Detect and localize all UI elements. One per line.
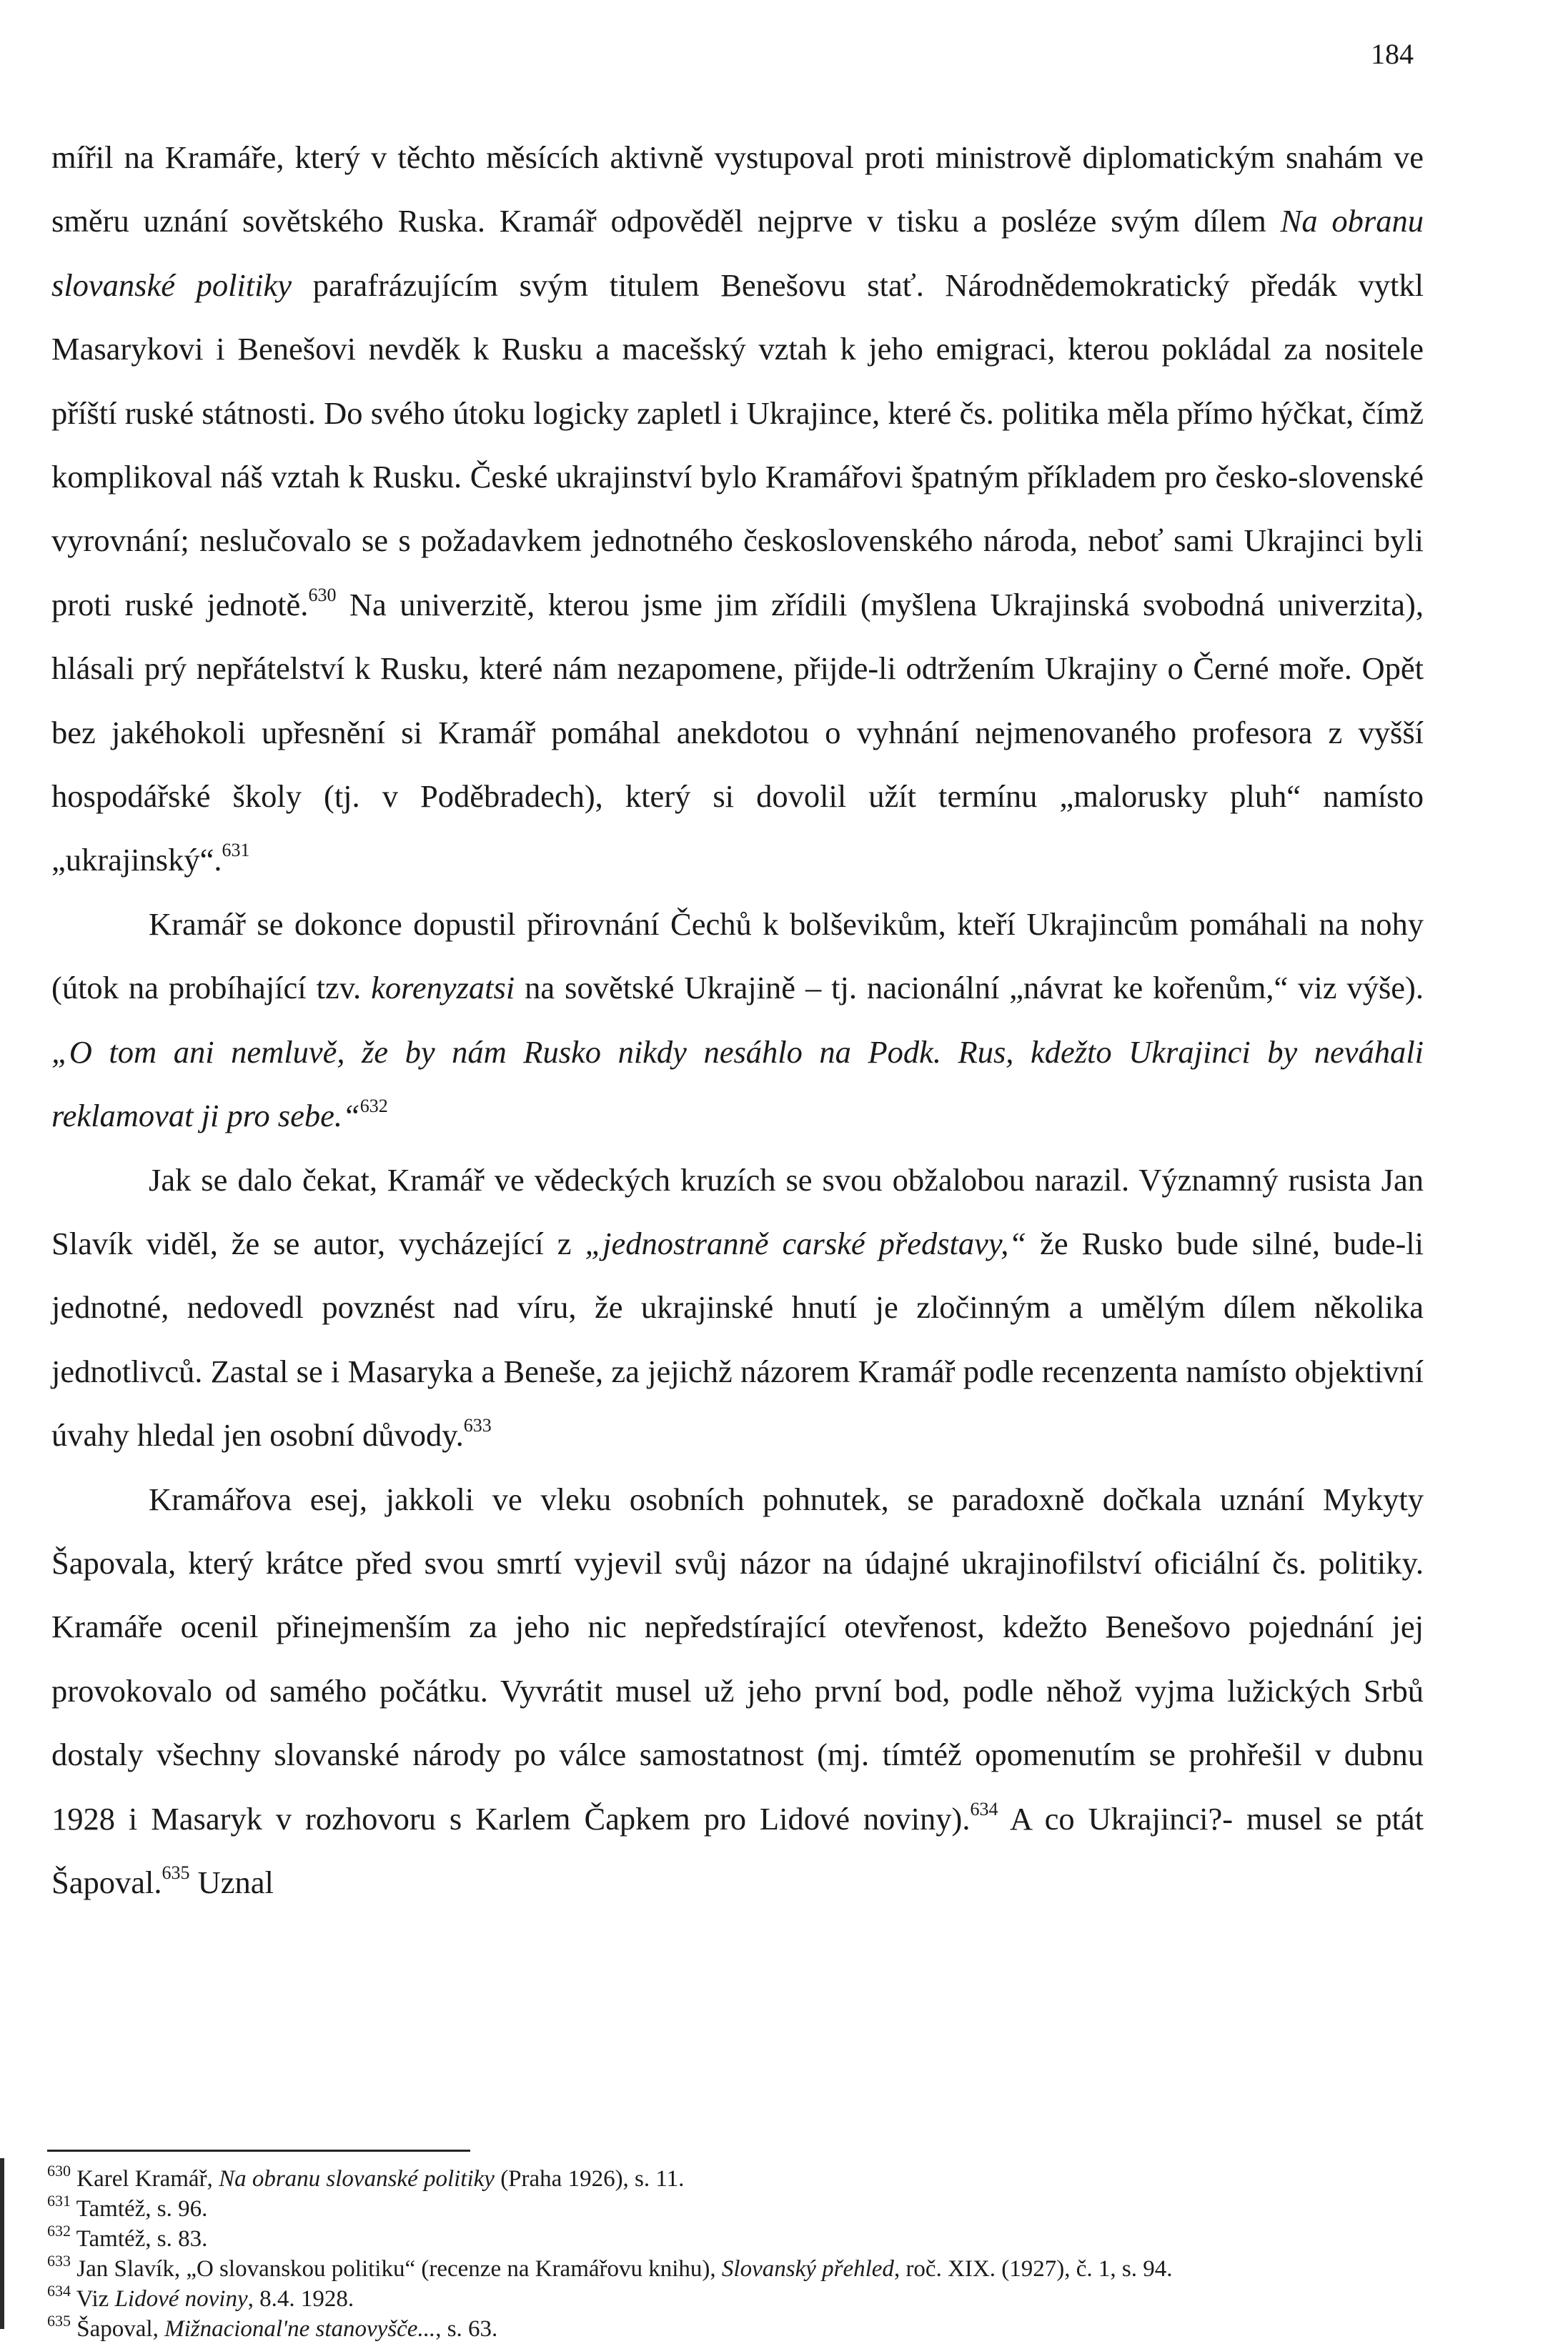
- footnote-number: 633: [47, 2252, 71, 2270]
- scan-edge-shadow: [0, 2158, 4, 2329]
- text-run: , 8.4. 1928.: [247, 2286, 354, 2312]
- text-run: Šapoval,: [71, 2316, 165, 2342]
- footnote-number: 635: [47, 2312, 71, 2330]
- text-run: že Rusko bude silné, bude-li jednotné, nedovedl povznést nad víru, že ukrajinské hnutí je zločinným a umělým dílem několika jednotlivců. Zastal se i Masaryka a Beneše, za jejichž názorem Kramář podle recenzenta namísto objektivní úvahy hledal jen osobní důvody.: [51, 1225, 1424, 1454]
- paragraph: [51, 1468, 1424, 1915]
- italic-text: Mižnacional'ne stanovyšče...: [164, 2316, 436, 2342]
- italic-text: Lidové noviny: [114, 2286, 248, 2312]
- footnote-ref: 634: [970, 1798, 998, 1819]
- text-run: , s. 63.: [435, 2316, 498, 2342]
- italic-text: „O tom ani nemluvě, že by nám Rusko nikdy nesáhlo na Podk. Rus, kdežto Ukrajinci by neváhali reklamovat ji pro sebe.“: [51, 1033, 1424, 1134]
- text-run: Kramář se dokonce dopustil přirovnání Čechů k bolševikům, kteří Ukrajincům pomáhali na nohy (útok na probíhající tzv.: [51, 905, 1424, 1006]
- page-number: 184: [1371, 38, 1414, 70]
- footnote: [47, 2284, 1424, 2314]
- footnote-ref: 632: [359, 1096, 388, 1117]
- text-run: Uznal: [189, 1864, 274, 1900]
- paragraph: [51, 893, 1424, 1148]
- italic-text: Slovanský přehled: [721, 2256, 894, 2282]
- body-text: [51, 126, 1424, 1915]
- footnotes: [47, 2164, 1424, 2344]
- footnote: [47, 2254, 1424, 2284]
- footnote-ref: 630: [308, 584, 337, 605]
- paragraph: [51, 126, 1424, 893]
- footnote-number: 632: [47, 2222, 71, 2240]
- text-run: Jan Slavík, „O slovanskou politiku“ (recenze na Kramářovu knihu),: [71, 2256, 722, 2282]
- italic-text: Na obranu slovanské politiky: [219, 2166, 495, 2192]
- text-run: Karel Kramář,: [71, 2166, 219, 2192]
- text-run: Tamtéž, s. 83.: [71, 2226, 208, 2252]
- text-run: parafrázujícím svým titulem Benešovu stať. Národnědemokratický předák vytkl Masarykovi i Benešovi nevděk k Rusku a macešský vztah k jeho emigraci, kterou pokládal za nositele příští ruské státnosti. Do svého útoku logicky zapletl i Ukrajince, které čs. politika měla přímo hýčkat, čímž komplikoval náš vztah k Rusku. České ukrajinství bylo Kramářovi špatným příkladem pro česko-slovenské vyrovnání; neslučovalo se s požadavkem jednotného československého národa, neboť sami Ukrajinci byli proti ruské jednotě.: [51, 267, 1424, 622]
- footnote: [47, 2224, 1424, 2254]
- text-run: na sovětské Ukrajině – tj. nacionální „návrat ke kořenům,“ viz výše).: [515, 970, 1424, 1006]
- text-run: Kramářova esej, jakkoli ve vleku osobních pohnutek, se paradoxně dočkala uznání Mykyty Šapovala, který krátce před svou smrtí vyjevil svůj názor na údajné ukrajinofilství oficiální čs. politiky. Kramáře ocenil přinejmenším za jeho nic nepředstírající otevřenost, kdežto Benešovo pojednání jej provokovalo od samého počátku. Vyvrátit musel už jeho první bod, podle něhož vyjma lužických Srbů dostaly všechny slovanské národy po válce samostatnost (mj. tímtéž opomenutím se prohřešil v dubnu 1928 i Masaryk v rozhovoru s Karlem Čapkem pro Lidové noviny).: [51, 1481, 1424, 1837]
- text-run: Na univerzitě, kterou jsme jim zřídili (myšlena Ukrajinská svobodná univerzita), hlásali prý nepřátelství k Rusku, které nám nezapomene, přijde-li odtržením Ukrajiny o Černé moře. Opět bez jakéhokoli upřesnění si Kramář pomáhal anekdotou o vyhnání nejmenovaného profesora z vyšší hospodářské školy (tj. v Poděbradech), který si dovolil užít termínu „malorusky pluh“ namísto „ukrajinský“.: [51, 586, 1424, 878]
- text-run: Jak se dalo čekat, Kramář ve vědeckých kruzích se svou obžalobou narazil. Významný rusista Jan Slavík viděl, že se autor, vycházející z: [51, 1161, 1424, 1261]
- italic-text: Na obranu slovanské politiky: [51, 203, 1424, 303]
- text-run: , roč. XIX. (1927), č. 1, s. 94.: [893, 2256, 1173, 2282]
- footnote-number: 634: [47, 2282, 71, 2300]
- text-run: (Praha 1926), s. 11.: [494, 2166, 685, 2192]
- text-run: Tamtéž, s. 96.: [71, 2196, 208, 2222]
- footnote-number: 631: [47, 2192, 71, 2210]
- footnote-ref: 633: [463, 1415, 492, 1436]
- footnote-separator: [47, 2150, 470, 2152]
- footnote-number: 630: [47, 2162, 71, 2180]
- footnote-ref: 635: [162, 1862, 190, 1883]
- footnote: [47, 2164, 1424, 2194]
- italic-text: korenyzatsi: [371, 970, 515, 1006]
- italic-text: „jednostranně carské představy,“: [585, 1225, 1027, 1261]
- text-run: A co Ukrajinci?- musel se ptát Šapoval.: [51, 1800, 1424, 1900]
- footnote: [47, 2314, 1424, 2344]
- footnote-ref: 631: [222, 840, 250, 861]
- text-run: Viz: [71, 2286, 115, 2312]
- text-run: mířil na Kramáře, který v těchto měsících aktivně vystupoval proti ministrově diplomatickým snahám ve směru uznání sovětského Ruska. Kramář odpověděl nejprve v tisku a posléze svým dílem: [51, 139, 1424, 239]
- footnote: [47, 2194, 1424, 2224]
- paragraph: [51, 1148, 1424, 1468]
